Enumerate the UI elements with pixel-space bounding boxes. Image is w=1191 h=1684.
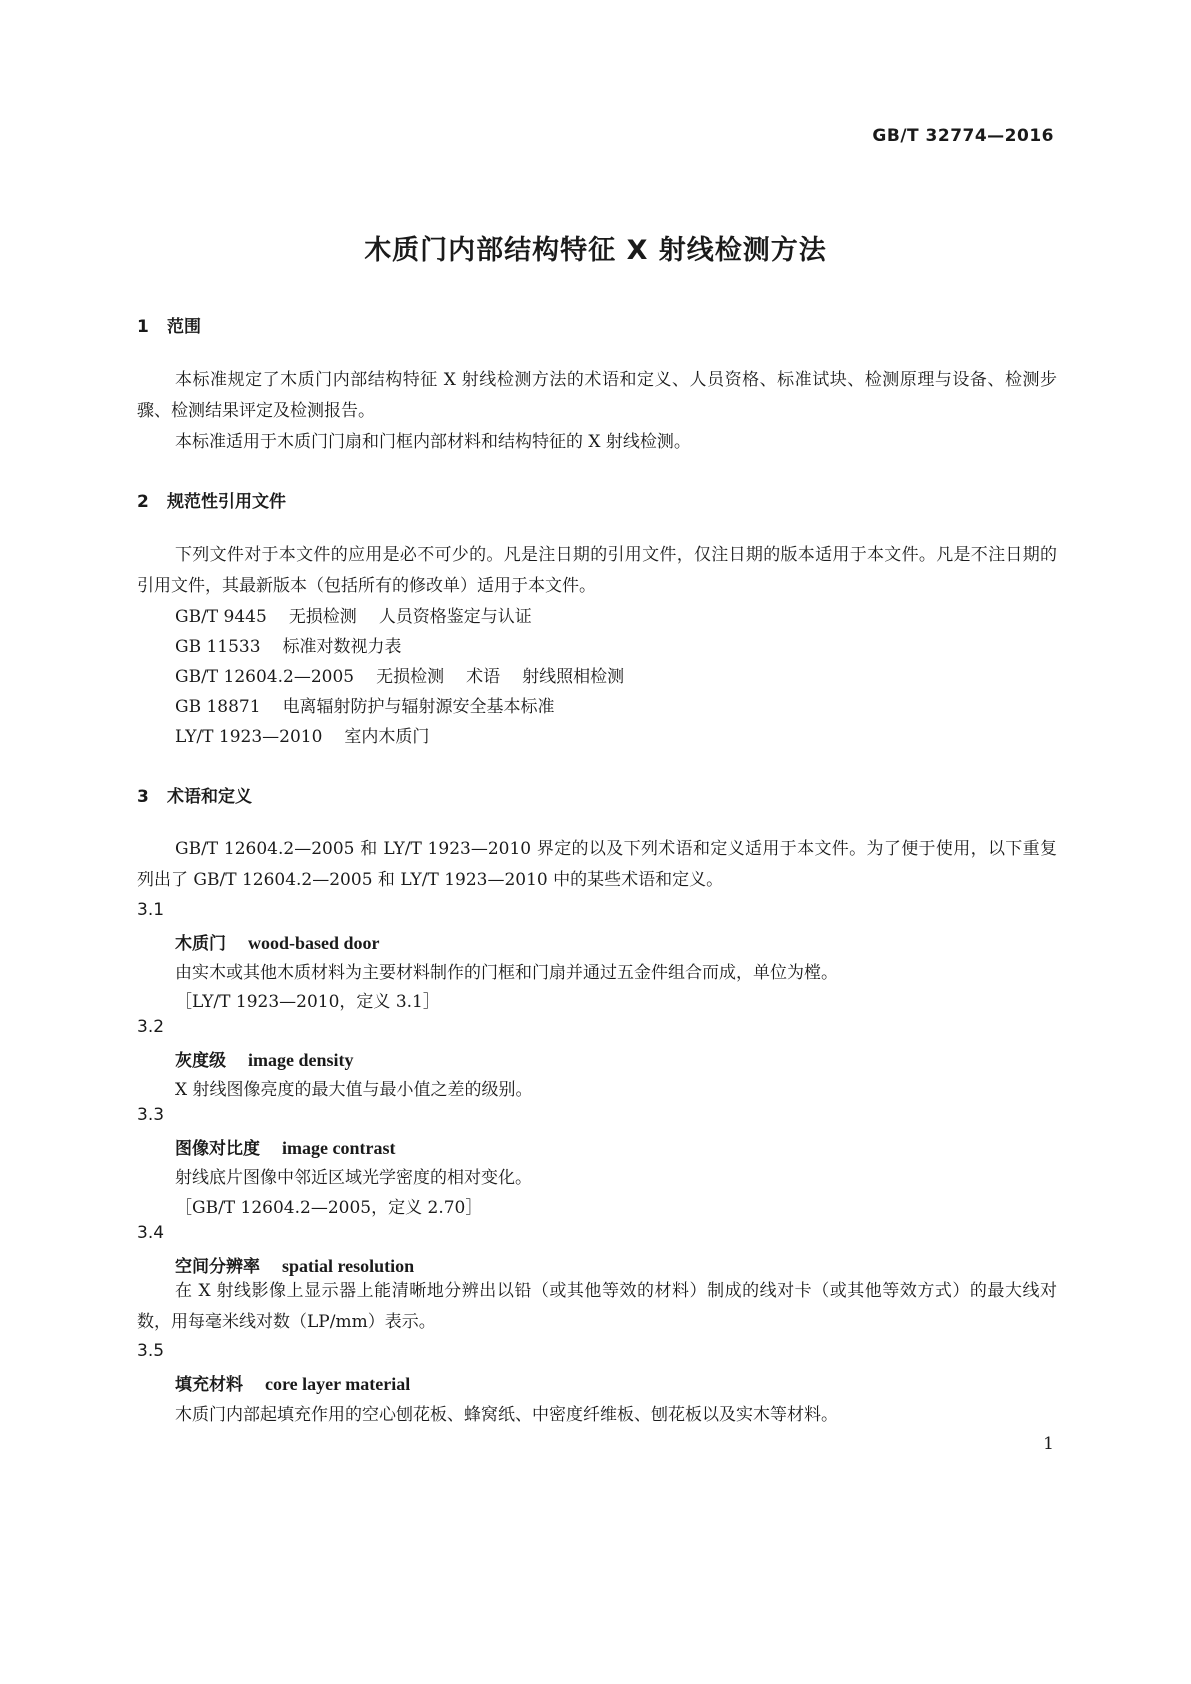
page-number: 1 [1043,1434,1054,1454]
term-number: 3.5 [137,1341,165,1361]
term-definition: 由实木或其他木质材料为主要材料制作的门框和门扇并通过五金件组合而成，单位为樘。 [175,963,838,983]
reference-code: GB 18871 [175,697,261,717]
section-title: 范围 [167,317,201,337]
reference-title: 无损检测 [376,667,445,687]
term-number: 3.2 [137,1017,165,1037]
reference-item [175,662,624,687]
term-definition: 木质门内部起填充作用的空心刨花板、蜂窝纸、中密度纤维板、刨花板以及实木等材料。 [175,1405,838,1425]
term-definition: 射线底片图像中邻近区域光学密度的相对变化。 [175,1168,532,1188]
reference-title: 标准对数视力表 [282,637,402,657]
term-chinese: 灰度级 [175,1051,226,1071]
term-source: ［LY/T 1923—2010，定义 3.1］ [175,992,440,1012]
term-english: image density [248,1050,354,1070]
reference-item [175,632,402,657]
section-2-heading [137,487,286,512]
reference-item [175,692,555,717]
section-number: 2 [137,492,149,512]
term-definition: X 射线图像亮度的最大值与最小值之差的级别。 [175,1080,533,1100]
document-title: 木质门内部结构特征 X 射线检测方法 [364,235,827,266]
term-chinese: 空间分辨率 [175,1257,260,1277]
term-heading [175,1370,410,1395]
reference-title: 术语 [466,667,501,687]
section-3-heading [137,782,252,807]
standard-code: GB/T 32774—2016 [872,126,1054,146]
term-english: spatial resolution [282,1256,415,1276]
term-number: 3.4 [137,1223,165,1243]
reference-title: 无损检测 [288,607,357,627]
reference-item [175,602,532,627]
term-heading [175,929,380,954]
reference-code: GB 11533 [175,637,261,657]
reference-title: 射线照相检测 [522,667,625,687]
term-english: wood-based door [248,933,380,953]
paragraph: 本标准规定了木质门内部结构特征 X 射线检测方法的术语和定义、人员资格、标准试块、检测原理与设备、检测步骤、检测结果评定及检测报告。 [137,370,1057,421]
term-chinese: 图像对比度 [175,1139,260,1159]
term-heading [175,1046,354,1071]
term-definition: 在 X 射线影像上显示器上能清晰地分辨出以铅（或其他等效的材料）制成的线对卡（或其他等效方式）的最大线对数，用每毫米线对数（LP/mm）表示。 [137,1281,1057,1332]
paragraph: GB/T 12604.2—2005 和 LY/T 1923—2010 界定的以及下列术语和定义适用于本文件。为了便于使用，以下重复列出了 GB/T 12604.2—2005 和 LY/T 1923—2010 中的某些术语和定义。 [137,839,1057,890]
term-heading [175,1252,414,1277]
reference-title: 人员资格鉴定与认证 [378,607,532,627]
reference-item [175,722,429,747]
term-chinese: 填充材料 [175,1375,243,1395]
section-1-heading [137,312,201,337]
paragraph: 本标准适用于木质门门扇和门框内部材料和结构特征的 X 射线检测。 [175,432,691,452]
term-number: 3.1 [137,900,165,920]
reference-title: 电离辐射防护与辐射源安全基本标准 [282,697,555,717]
term-number: 3.3 [137,1105,165,1125]
term-heading [175,1134,395,1159]
section-title: 术语和定义 [167,787,252,807]
section-title: 规范性引用文件 [167,492,286,512]
term-source: ［GB/T 12604.2—2005，定义 2.70］ [175,1198,483,1218]
reference-code: GB/T 12604.2—2005 [175,667,355,687]
term-chinese: 木质门 [175,934,226,954]
reference-title: 室内木质门 [344,727,430,747]
section-number: 3 [137,787,149,807]
term-english: image contrast [282,1138,396,1158]
reference-code: GB/T 9445 [175,607,267,627]
section-number: 1 [137,317,149,337]
paragraph: 下列文件对于本文件的应用是必不可少的。凡是注日期的引用文件，仅注日期的版本适用于本文件。凡是不注日期的引用文件，其最新版本（包括所有的修改单）适用于本文件。 [137,545,1057,596]
reference-code: LY/T 1923—2010 [175,727,323,747]
term-english: core layer material [265,1374,411,1394]
